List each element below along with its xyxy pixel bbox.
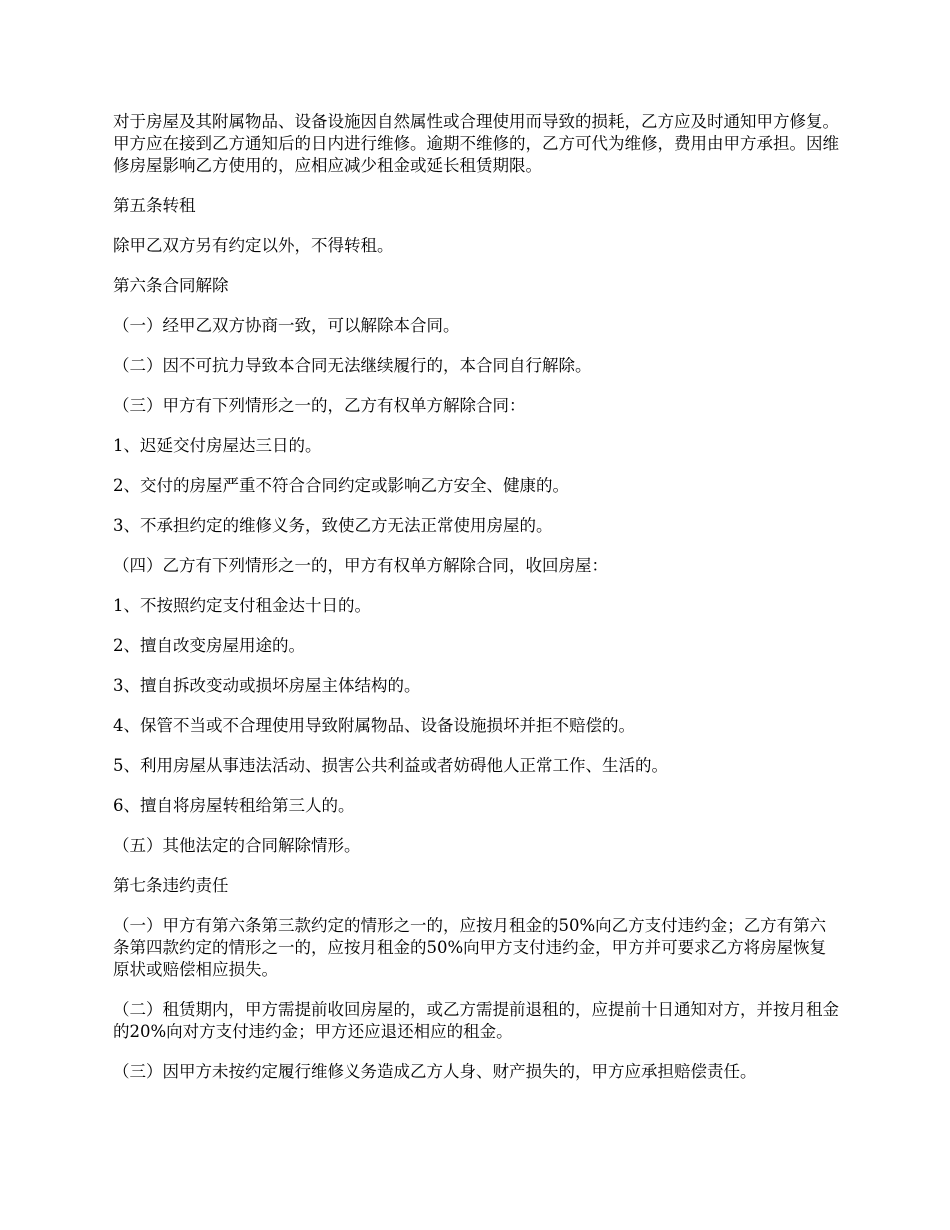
heading-article-6-termination: 第六条合同解除: [113, 276, 229, 295]
paragraph-liability-2: （二）租赁期内，甲方需提前收回房屋的，或乙方需提前退租的，应提前十日通知对方，并按月租金的20%向对方支付违约金；甲方还应退还相应的租金。: [113, 1000, 839, 1041]
paragraph-termination-1: （一）经甲乙双方协商一致，可以解除本合同。: [113, 316, 460, 335]
paragraph-liability-1: （一）甲方有第六条第三款约定的情形之一的，应按月租金的50%向乙方支付违约金；乙方有第六条第四款约定的情形之一的，应按月租金的50%向甲方支付违约金，甲方并可要求乙方将房屋恢复原状或赔偿相应损失。: [113, 916, 827, 979]
list-item-4-2: 2、擅自改变房屋用途的。: [113, 636, 305, 655]
list-item-3-1: 1、迟延交付房屋达三日的。: [113, 436, 322, 455]
paragraph-no-sublease: 除甲乙双方另有约定以外，不得转租。: [113, 236, 394, 255]
list-item-3-3: 3、不承担约定的维修义务，致使乙方无法正常使用房屋的。: [113, 516, 553, 535]
list-item-3-2: 2、交付的房屋严重不符合合同约定或影响乙方安全、健康的。: [113, 476, 569, 495]
list-item-4-1: 1、不按照约定支付租金达十日的。: [113, 596, 371, 615]
heading-article-7-liability: 第七条违约责任: [113, 876, 229, 895]
list-item-4-3: 3、擅自拆改变动或损坏房屋主体结构的。: [113, 676, 421, 695]
list-item-4-6: 6、擅自将房屋转租给第三人的。: [113, 796, 355, 815]
heading-article-5-sublease: 第五条转租: [113, 196, 196, 215]
list-item-4-5: 5、利用房屋从事违法活动、损害公共利益或者妨碍他人正常工作、生活的。: [113, 756, 668, 775]
paragraph-termination-3: （三）甲方有下列情形之一的，乙方有权单方解除合同：: [113, 396, 526, 415]
list-item-4-4: 4、保管不当或不合理使用导致附属物品、设备设施损坏并拒不赔偿的。: [113, 716, 635, 735]
paragraph-termination-2: （二）因不可抗力导致本合同无法继续履行的，本合同自行解除。: [113, 356, 592, 375]
paragraph-liability-3: （三）因甲方未按约定履行维修义务造成乙方人身、财产损失的，甲方应承担赔偿责任。: [113, 1062, 757, 1081]
paragraph-termination-4: （四）乙方有下列情形之一的，甲方有权单方解除合同，收回房屋：: [113, 556, 608, 575]
paragraph-repair-clause: 对于房屋及其附属物品、设备设施因自然属性或合理使用而导致的损耗，乙方应及时通知甲方修复。甲方应在接到乙方通知后的日内进行维修。逾期不维修的，乙方可代为维修，费用由甲方承担。因维修房屋影响乙方使用的，应相应减少租金或延长租赁期限。: [113, 112, 839, 175]
document-page: [113, 111, 841, 1083]
paragraph-termination-5: （五）其他法定的合同解除情形。: [113, 836, 361, 855]
